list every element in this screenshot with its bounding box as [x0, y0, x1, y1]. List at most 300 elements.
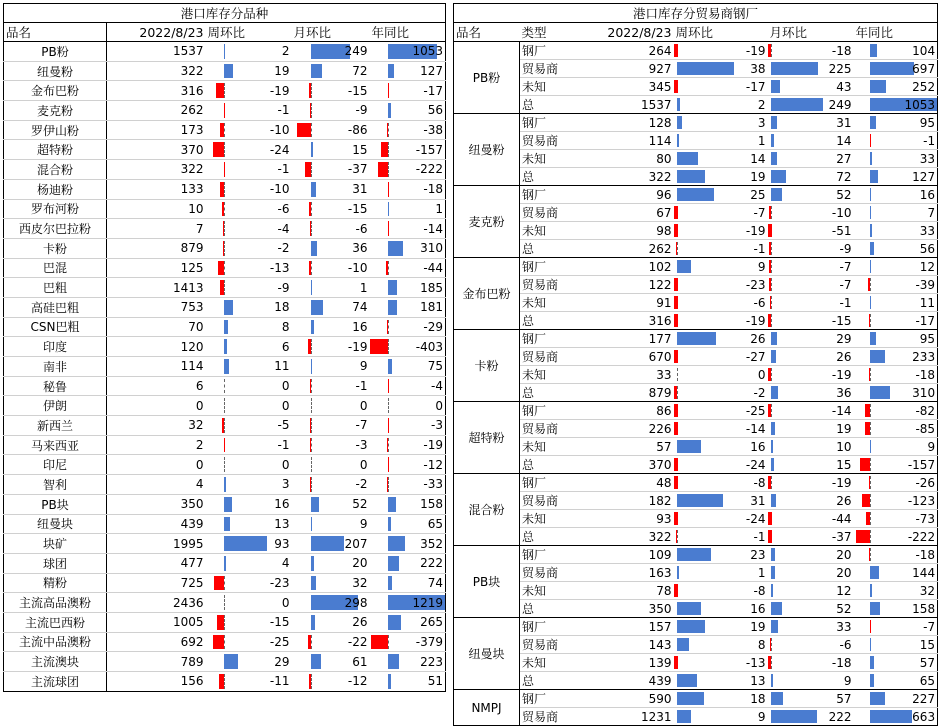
cell-value: 19 — [274, 64, 290, 79]
mom-cell — [768, 114, 854, 132]
cell-value: 663 — [912, 709, 936, 724]
yoy-cell — [370, 455, 446, 475]
positive-data-bar — [870, 188, 871, 201]
positive-data-bar — [224, 477, 225, 492]
cell-value: -18 — [915, 367, 936, 382]
stock-value: 477 — [107, 553, 206, 573]
mom-cell — [768, 240, 854, 258]
cell-value: 36 — [836, 385, 852, 400]
bar-axis — [388, 457, 389, 472]
holder-type: 总 — [520, 528, 576, 546]
stock-value: 2436 — [107, 593, 206, 613]
negative-data-bar — [865, 422, 870, 435]
holder-type: 总 — [520, 672, 576, 690]
cell-value: -14 — [831, 403, 852, 418]
cell-value: -23 — [269, 575, 290, 590]
wow-cell — [674, 132, 768, 150]
right-header-name: 品名 — [454, 23, 520, 42]
cell-value: -44 — [831, 511, 852, 526]
negative-data-bar — [674, 422, 679, 435]
cell-value: 0 — [435, 398, 444, 413]
bar-axis — [311, 103, 312, 118]
positive-data-bar — [677, 638, 689, 651]
cell-value: -6 — [753, 295, 766, 310]
holder-type: 钢厂 — [520, 186, 576, 204]
cell-value: 1 — [435, 201, 444, 216]
table-row — [454, 564, 938, 582]
cell-value: -4 — [431, 379, 444, 394]
cell-value: -1 — [753, 529, 766, 544]
right-header-date: 2022/8/23 — [576, 23, 674, 42]
cell-value: -19 — [745, 313, 766, 328]
wow-cell — [206, 357, 292, 377]
yoy-cell — [854, 690, 938, 708]
cell-value: 3 — [281, 477, 290, 492]
table-row — [454, 348, 938, 366]
cell-value: 697 — [912, 61, 936, 76]
table-row — [454, 150, 938, 168]
cell-value: 33 — [919, 223, 936, 238]
stock-value: 91 — [576, 294, 674, 312]
table-row — [4, 652, 446, 672]
cell-value: 158 — [420, 497, 444, 512]
cell-value: 75 — [427, 359, 444, 374]
wow-cell — [674, 330, 768, 348]
product-name: PB粉 — [4, 42, 107, 62]
negative-data-bar — [862, 494, 870, 507]
cell-value: 19 — [836, 421, 852, 436]
negative-data-bar — [310, 418, 311, 433]
yoy-cell — [370, 435, 446, 455]
wow-cell — [206, 435, 292, 455]
cell-value: -2 — [355, 477, 368, 492]
yoy-cell — [854, 222, 938, 240]
table-row — [4, 120, 446, 140]
positive-data-bar — [870, 674, 874, 687]
product-name: 卡粉 — [4, 238, 107, 258]
holder-type: 总 — [520, 456, 576, 474]
positive-data-bar — [677, 674, 696, 687]
table-row — [4, 534, 446, 554]
holder-type: 钢厂 — [520, 690, 576, 708]
positive-data-bar — [311, 576, 316, 591]
cell-value: 32 — [352, 575, 368, 590]
cell-value: 252 — [912, 79, 936, 94]
wow-cell — [206, 632, 292, 652]
cell-value: 207 — [344, 536, 368, 551]
table-row — [454, 492, 938, 510]
cell-value: 93 — [274, 536, 290, 551]
wow-cell — [206, 337, 292, 357]
cell-value: -14 — [423, 221, 444, 236]
bar-axis — [771, 278, 772, 291]
bar-axis — [224, 103, 225, 118]
table-row — [4, 553, 446, 573]
right-header-yoy: 年同比 — [854, 23, 938, 42]
negative-data-bar — [856, 530, 870, 543]
table-row — [4, 199, 446, 219]
positive-data-bar — [677, 188, 714, 201]
cell-value: -39 — [915, 277, 936, 292]
mom-cell — [292, 652, 370, 672]
bar-axis — [870, 314, 871, 327]
cell-value: 12 — [836, 583, 852, 598]
table-row — [4, 593, 446, 613]
cell-value: -6 — [277, 201, 290, 216]
cell-value: -5 — [277, 418, 290, 433]
cell-value: -18 — [831, 655, 852, 670]
negative-data-bar — [223, 241, 224, 256]
cell-value: 1 — [757, 565, 766, 580]
yoy-cell — [854, 114, 938, 132]
negative-data-bar — [768, 512, 772, 525]
holder-type: 总 — [520, 384, 576, 402]
bar-axis — [388, 379, 389, 394]
negative-data-bar — [309, 83, 311, 98]
cell-value: -44 — [423, 260, 444, 275]
positive-data-bar — [870, 332, 876, 345]
cell-value: 72 — [836, 169, 852, 184]
stock-value: 262 — [576, 240, 674, 258]
stock-value: 590 — [576, 690, 674, 708]
negative-data-bar — [674, 386, 677, 399]
cell-value: -24 — [745, 457, 766, 472]
bar-axis — [224, 162, 225, 177]
mom-cell — [768, 402, 854, 420]
bar-axis — [311, 379, 312, 394]
cell-value: 52 — [836, 601, 852, 616]
cell-value: 57 — [836, 691, 852, 706]
table-row — [454, 654, 938, 672]
stock-value: 350 — [576, 600, 674, 618]
cell-value: 127 — [912, 169, 936, 184]
yoy-cell — [370, 278, 446, 298]
cell-value: -17 — [915, 313, 936, 328]
stock-value: 57 — [576, 438, 674, 456]
cell-value: 6 — [281, 339, 290, 354]
yoy-cell — [854, 564, 938, 582]
cell-value: -13 — [745, 655, 766, 670]
table-row — [4, 396, 446, 416]
mom-cell — [768, 132, 854, 150]
cell-value: 222 — [420, 556, 444, 571]
cell-value: 18 — [750, 691, 766, 706]
positive-data-bar — [771, 422, 775, 435]
negative-data-bar — [674, 458, 679, 471]
negative-data-bar — [310, 221, 311, 236]
negative-data-bar — [768, 44, 772, 57]
bar-axis — [388, 182, 389, 197]
yoy-cell — [370, 219, 446, 239]
mom-cell — [768, 186, 854, 204]
yoy-cell — [370, 317, 446, 337]
positive-data-bar — [870, 296, 871, 309]
table-row — [454, 114, 938, 132]
bar-axis — [311, 162, 312, 177]
cell-value: 19 — [750, 619, 766, 634]
mom-cell — [768, 420, 854, 438]
cell-value: 2 — [281, 44, 290, 59]
wow-cell — [674, 348, 768, 366]
positive-data-bar — [677, 260, 690, 273]
negative-data-bar — [371, 635, 389, 650]
cell-value: 26 — [836, 493, 852, 508]
wow-cell — [206, 573, 292, 593]
negative-data-bar — [216, 83, 225, 98]
bar-axis — [870, 476, 871, 489]
left-table-title: 港口库存分品种 — [4, 4, 446, 23]
cell-value: 0 — [757, 367, 766, 382]
product-name: 主流球团 — [4, 672, 107, 692]
negative-data-bar — [309, 674, 311, 689]
wow-cell — [674, 618, 768, 636]
positive-data-bar — [311, 64, 322, 79]
yoy-cell — [854, 276, 938, 294]
holder-type: 贸易商 — [520, 492, 576, 510]
bar-axis — [870, 422, 871, 435]
cell-value: -86 — [347, 123, 368, 138]
negative-data-bar — [768, 530, 772, 543]
cell-value: 181 — [420, 300, 444, 315]
cell-value: 95 — [919, 331, 936, 346]
table-row — [454, 420, 938, 438]
cell-value: 38 — [750, 61, 766, 76]
wow-cell — [206, 652, 292, 672]
table-row — [454, 510, 938, 528]
right-header-type: 类型 — [520, 23, 576, 42]
cell-value: 16 — [352, 319, 368, 334]
cell-value: 26 — [836, 349, 852, 364]
yoy-cell — [854, 636, 938, 654]
table-row — [4, 179, 446, 199]
mom-cell — [292, 357, 370, 377]
table-row — [4, 672, 446, 692]
holder-type: 钢厂 — [520, 546, 576, 564]
bar-axis — [224, 142, 225, 157]
stock-value: 93 — [576, 510, 674, 528]
table-row — [4, 573, 446, 593]
mom-cell — [292, 199, 370, 219]
stock-value: 670 — [576, 348, 674, 366]
stock-value: 33 — [576, 366, 674, 384]
bar-axis — [771, 260, 772, 273]
negative-data-bar — [768, 368, 772, 381]
positive-data-bar — [870, 386, 890, 399]
cell-value: -7 — [923, 619, 936, 634]
bar-axis — [224, 261, 225, 276]
stock-value: 1231 — [576, 708, 674, 726]
yoy-cell — [370, 258, 446, 278]
cell-value: -7 — [839, 277, 852, 292]
stock-value: 879 — [576, 384, 674, 402]
right-inventory-table — [453, 3, 938, 726]
positive-data-bar — [771, 548, 775, 561]
product-name: 主流中品澳粉 — [4, 632, 107, 652]
cell-value: 1 — [359, 280, 368, 295]
yoy-cell — [854, 510, 938, 528]
negative-data-bar — [220, 123, 225, 138]
cell-value: 23 — [750, 547, 766, 562]
stock-value: 163 — [576, 564, 674, 582]
negative-data-bar — [381, 142, 388, 157]
mom-cell — [292, 553, 370, 573]
positive-data-bar — [311, 497, 319, 512]
table-row — [4, 297, 446, 317]
right-header-mom: 月环比 — [768, 23, 854, 42]
table-row — [4, 160, 446, 180]
table-row — [4, 81, 446, 101]
cell-value: 12 — [919, 259, 936, 274]
wow-cell — [674, 672, 768, 690]
table-row — [454, 672, 938, 690]
positive-data-bar — [677, 692, 704, 705]
table-row — [4, 475, 446, 495]
yoy-cell — [854, 456, 938, 474]
negative-data-bar — [387, 320, 388, 335]
mom-cell — [768, 708, 854, 726]
wow-cell — [674, 510, 768, 528]
cell-value: -10 — [831, 205, 852, 220]
mom-cell — [292, 632, 370, 652]
cell-value: -1 — [277, 103, 290, 118]
holder-type: 贸易商 — [520, 636, 576, 654]
cell-value: 225 — [828, 61, 852, 76]
positive-data-bar — [311, 615, 315, 630]
cell-value: 20 — [352, 556, 368, 571]
bar-axis — [224, 221, 225, 236]
table-row — [4, 140, 446, 160]
wow-cell — [674, 366, 768, 384]
holder-type: 总 — [520, 240, 576, 258]
bar-axis — [870, 368, 871, 381]
table-row — [4, 632, 446, 652]
positive-data-bar — [388, 536, 404, 551]
negative-data-bar — [768, 404, 771, 417]
cell-value: -10 — [347, 260, 368, 275]
mom-cell — [292, 455, 370, 475]
yoy-cell — [370, 534, 446, 554]
stock-value: 322 — [107, 160, 206, 180]
bar-axis — [771, 404, 772, 417]
wow-cell — [674, 114, 768, 132]
bar-axis — [311, 674, 312, 689]
cell-value: 74 — [352, 300, 368, 315]
holder-type: 未知 — [520, 366, 576, 384]
cell-value: 0 — [281, 398, 290, 413]
cell-value: -222 — [907, 529, 936, 544]
mom-cell — [292, 494, 370, 514]
cell-value: 51 — [427, 674, 444, 689]
holder-type: 贸易商 — [520, 204, 576, 222]
bar-axis — [224, 418, 225, 433]
cell-value: 43 — [836, 79, 852, 94]
positive-data-bar — [677, 548, 711, 561]
cell-value: 29 — [836, 331, 852, 346]
table-row — [454, 222, 938, 240]
negative-data-bar — [769, 206, 771, 219]
cell-value: -51 — [831, 223, 852, 238]
cell-value: -19 — [423, 438, 444, 453]
negative-data-bar — [676, 530, 677, 543]
group-product-name: 纽曼粉 — [454, 114, 520, 186]
yoy-cell — [854, 438, 938, 456]
cell-value: -8 — [753, 475, 766, 490]
bar-axis — [311, 83, 312, 98]
cell-value: -1 — [355, 379, 368, 394]
negative-data-bar — [869, 368, 870, 381]
cell-value: -10 — [269, 182, 290, 197]
mom-cell — [292, 672, 370, 692]
mom-cell — [768, 456, 854, 474]
positive-data-bar — [677, 332, 716, 345]
cell-value: 18 — [274, 300, 290, 315]
cell-value: 65 — [919, 673, 936, 688]
cell-value: 10 — [836, 439, 852, 454]
product-name: 秘鲁 — [4, 376, 107, 396]
cell-value: -6 — [839, 637, 852, 652]
cell-value: 14 — [836, 133, 852, 148]
table-row — [454, 42, 938, 60]
stock-value: 322 — [576, 528, 674, 546]
cell-value: -1 — [839, 295, 852, 310]
mom-cell — [292, 101, 370, 121]
yoy-cell — [370, 632, 446, 652]
table-row — [4, 357, 446, 377]
bar-axis — [677, 242, 678, 255]
table-row — [4, 612, 446, 632]
cell-value: -33 — [423, 477, 444, 492]
cell-value: 31 — [836, 115, 852, 130]
stock-value: 173 — [107, 120, 206, 140]
bar-axis — [388, 635, 389, 650]
positive-data-bar — [771, 116, 777, 129]
positive-data-bar — [771, 134, 774, 147]
positive-data-bar — [224, 536, 267, 551]
cell-value: 27 — [836, 151, 852, 166]
yoy-cell — [854, 240, 938, 258]
positive-data-bar — [224, 320, 228, 335]
cell-value: -14 — [745, 421, 766, 436]
mom-cell — [292, 140, 370, 160]
yoy-cell — [370, 416, 446, 436]
cell-value: 29 — [274, 654, 290, 669]
positive-data-bar — [870, 566, 879, 579]
wow-cell — [206, 120, 292, 140]
table-row — [454, 276, 938, 294]
yoy-cell — [854, 204, 938, 222]
cell-value: 15 — [352, 142, 368, 157]
stock-value: 70 — [107, 317, 206, 337]
wow-cell — [674, 240, 768, 258]
mom-cell — [768, 96, 854, 114]
cell-value: 16 — [750, 601, 766, 616]
cell-value: 8 — [281, 319, 290, 334]
stock-value: 114 — [576, 132, 674, 150]
negative-data-bar — [223, 221, 225, 236]
table-row — [454, 690, 938, 708]
negative-data-bar — [214, 576, 225, 591]
yoy-cell — [854, 402, 938, 420]
yoy-cell — [854, 330, 938, 348]
cell-value: -23 — [745, 277, 766, 292]
positive-data-bar — [677, 620, 705, 633]
holder-type: 未知 — [520, 654, 576, 672]
wow-cell — [674, 546, 768, 564]
cell-value: 104 — [912, 43, 936, 58]
negative-data-bar — [387, 438, 388, 453]
negative-data-bar — [674, 44, 679, 57]
cell-value: -15 — [347, 201, 368, 216]
